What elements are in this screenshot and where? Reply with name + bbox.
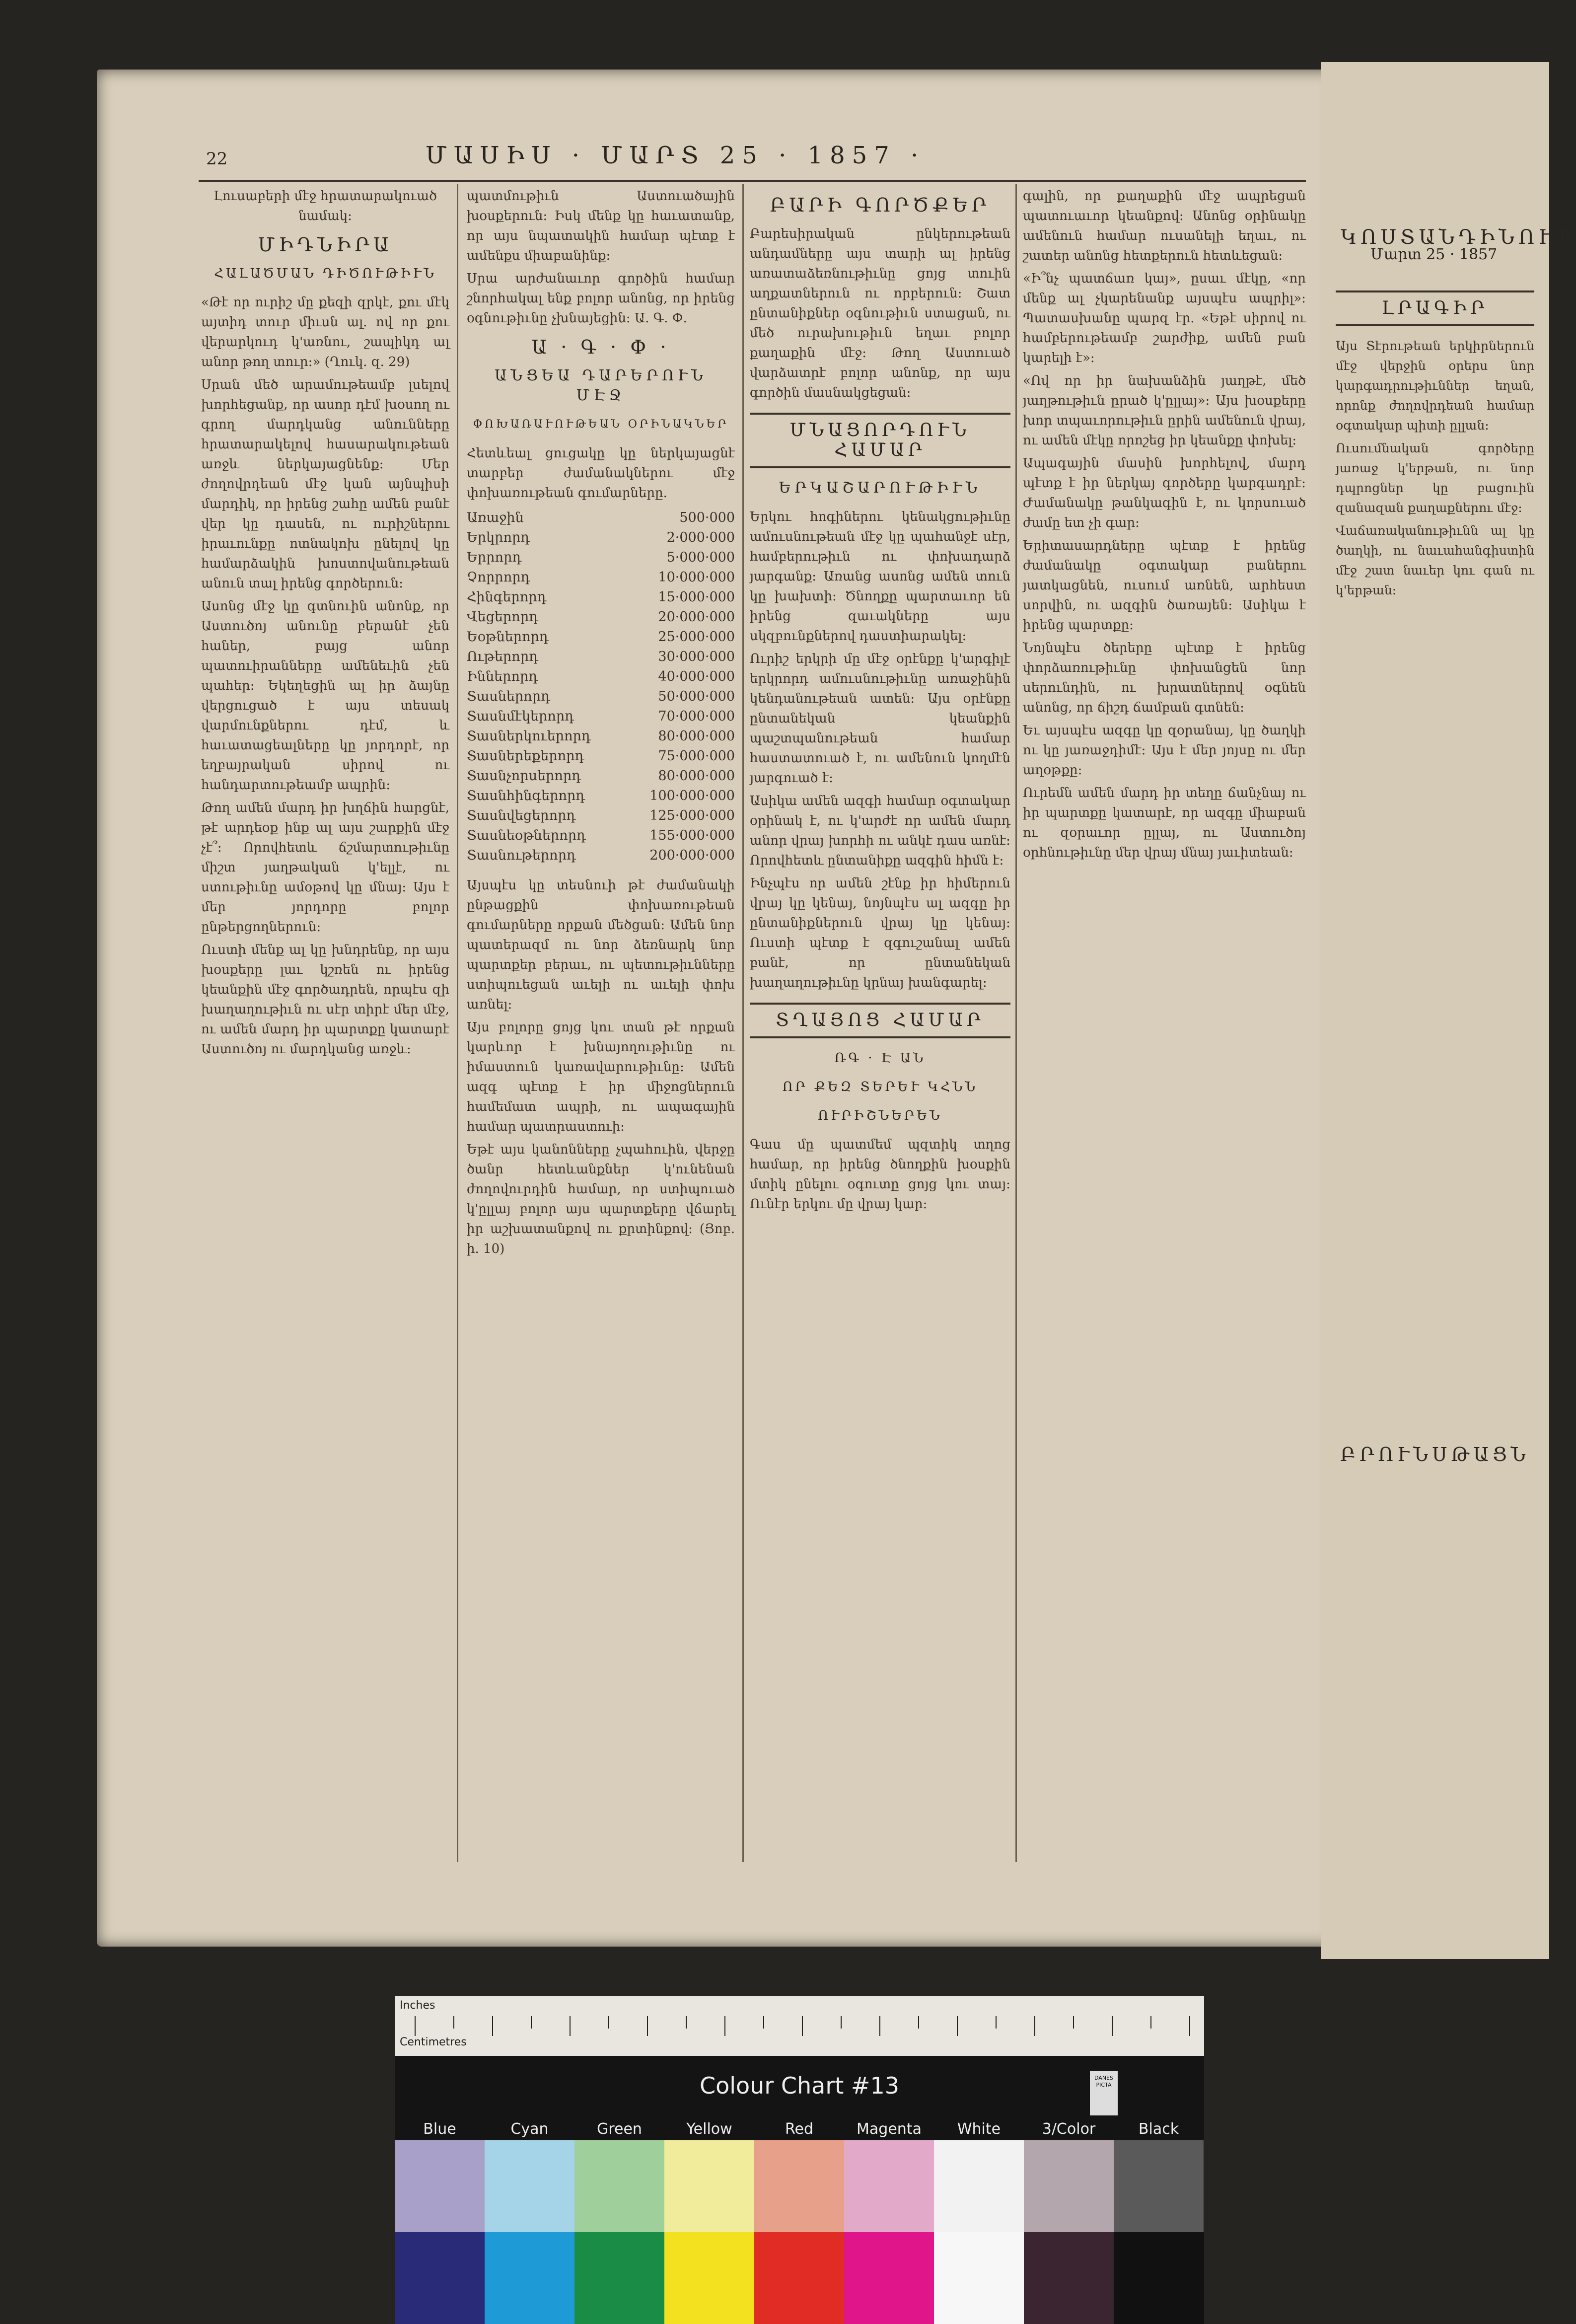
loan-table bbox=[467, 508, 735, 866]
table-row-label: Առաջին bbox=[467, 510, 524, 525]
colour-chart-title: Colour Chart #13 bbox=[700, 2072, 899, 2099]
table-row bbox=[467, 826, 735, 846]
table-row-value: 30·000·000 bbox=[658, 649, 735, 664]
table-row bbox=[467, 746, 735, 766]
ruler-tick bbox=[453, 2016, 454, 2029]
article-heading: ՄԻԴՆԻՐԱ bbox=[258, 234, 393, 256]
table-row-label: Վեցերորդ bbox=[467, 609, 538, 625]
article-heading: ԲԱՐԻ ԳՈՐԾՔԵՐ bbox=[770, 194, 991, 216]
table-row bbox=[467, 726, 735, 746]
table-row-label: Տասնութերորդ bbox=[467, 848, 576, 863]
table-row-label: Տասնմէկերորդ bbox=[467, 709, 574, 724]
table-row-value: 20·000·000 bbox=[658, 609, 735, 625]
column-4 bbox=[1023, 186, 1306, 1865]
ruler-tick bbox=[608, 2016, 609, 2029]
boxed-section-heading: ՄՆԱՑՈՐԴՈՒՆ ՀԱՄԱՐ bbox=[750, 413, 1010, 468]
table-row bbox=[467, 647, 735, 667]
table-row-label: Եօթներորդ bbox=[467, 629, 549, 645]
column-divider bbox=[1015, 184, 1017, 1862]
signature-heading: Ա · Գ · Փ · bbox=[531, 336, 670, 358]
facing-paragraph: Վաճառականութիւնն ալ կը ծաղկի, ու նաւահանգիստին մէջ շատ նաւեր կու գան ու կ'երթան։ bbox=[1336, 523, 1534, 597]
article-paragraph: Ապագային մասին խորհելով, մարդ պէտք է իր ներկայ գործերը կարգադրէ։ Ժամանակը թանկագին է, ու կորսուած ժամը ետ չի գար։ bbox=[1023, 456, 1306, 530]
table-row-label: Երկրորդ bbox=[467, 530, 530, 545]
article-paragraph: Գաս մը պատմեմ պզտիկ տղոց համար, որ իրենց ծնողքին խօսքին մտիկ ընելու օգուտը ցոյց կու տայ։ Ունէր երկու մը վրայ կար։ bbox=[750, 1137, 1010, 1212]
table-row-value: 80·000·000 bbox=[658, 728, 735, 744]
ruler-tick bbox=[686, 2016, 687, 2029]
table-intro: Հետևեալ ցուցակը կը ներկայացնէ տարբեր ժամանակներու մէջ փոխառութեան գումարները. bbox=[467, 446, 735, 501]
ruler-tick bbox=[1189, 2016, 1190, 2036]
colour-patches bbox=[395, 2140, 1204, 2324]
article-paragraph: Նոյնպէս ծերերը պէտք է իրենց փորձառութիւնը փոխանցեն նոր սերունդին, ու խրատներով օգնեն անոնց, որ ճիշդ ճամբան գտնեն։ bbox=[1023, 641, 1306, 715]
article-paragraph: Այս բոլորը ցոյց կու տան թէ որքան կարևոր է խնայողութիւնը ու իմաստուն կառավարութիւնը։ Ամեն ազգ պէտք է իր միջոցներուն համեմատ ապրի, ու ապագային համար պատրաստուի։ bbox=[467, 1020, 735, 1134]
masthead-title: ՄԱՍԻՍ · ՄԱՐՏ 25 · 1857 · bbox=[425, 142, 926, 169]
ruler-tick bbox=[1073, 2016, 1074, 2029]
table-row bbox=[467, 667, 735, 687]
ruler-tick bbox=[841, 2016, 842, 2029]
colour-patch-dark bbox=[395, 2232, 485, 2324]
table-row bbox=[467, 707, 735, 726]
facing-paragraph: Այս Տէրութեան երկիրներուն մէջ վերջին օրերս նոր կարգադրութիւններ եղան, որոնք ժողովրդեան համար օգտակար պիտի ըլլան։ bbox=[1336, 339, 1534, 433]
column-2 bbox=[467, 186, 735, 1865]
article-paragraph: Ասոնց մէջ կը գտնուին անոնք, որ Աստուծոյ անունը բերանէ չեն հաներ, բայց անոր պատուիրանները ամենեւին չեն պահեր։ Եկեղեցին ալ իր ձայնը վերցուցած է այս տեսակ վարմունքներու դէմ, և հաւատացեալները կը յորդորէ, որ եղբայրական սիրով ու հանդարտութեամբ ապրին։ bbox=[201, 599, 449, 793]
article-paragraph: պատմութիւն Աստուածային խօսքերուն։ Իսկ մենք կը հաւատանք, որ այս նպատակին համար պէտք է ամենքս միաբանինք։ bbox=[467, 189, 735, 263]
article-paragraph: Այսպէս կը տեսնուի թէ ժամանակի ընթացքին փոխառութեան գումարները որքան մեծցան։ Ամեն նոր պատերազմ ու նոր ձեռնարկ նոր պարտքեր բերաւ, ու պետութիւնները ստիպուեցան աւելի ու աւելի փոխ առնել։ bbox=[467, 878, 735, 1012]
ruler-cm-label: Centimetres bbox=[400, 2036, 467, 2048]
table-row-label: Երրորդ bbox=[467, 550, 522, 565]
article-paragraph: Ասիկա ամեն ազգի համար օգտակար օրինակ է, ու կ'արժէ որ ամեն մարդ անոր վրայ խորհի ու անկէ դաս առնէ։ Որովհետև ընտանիքը ազգին հիմն է։ bbox=[750, 794, 1010, 868]
article-paragraph: «Ի՞նչ պատճառ կայ», ըսաւ մէկը, «որ մենք ալ չկարենանք այսպէս ապրիլ»։ Պատասխանը պարզ էր. «Եթէ սիրով ու համբերութեամբ շարժիք, ամեն բան կարելի է»։ bbox=[1023, 271, 1306, 365]
article-paragraph: Բարեսիրական ընկերութեան անդամները այս տարի ալ իրենց առատաձեռնութիւնը ցոյց տուին աղքատներուն ու որբերուն։ Շատ ընտանիքներ օգնութիւն ստացան, ու մեծ ուրախութիւն եղաւ բոլոր քաղաքին մէջ։ Թող Աստուած վարձատրէ բոլոր անոնք, որ այս գործին մասնակցեցան։ bbox=[750, 226, 1010, 400]
table-row-value: 80·000·000 bbox=[658, 768, 735, 784]
section-title: ԵՐԿԱՇԱՐՈՒԹԻՒՆ bbox=[779, 479, 982, 497]
article-paragraph: Սրան մեծ արամութեամբ լսելով խորհեցանք, որ ասոր դէմ խօսող ու գրող մարդկանց անունները հրատարակելով հասարակութեան առջև ներկայացնենք։ Մեր ժողովրդեան մէջ կան այնպիսի մարդիկ, որ իրենց շահը ամեն բանէ վեր կը դասեն, ու ուրիշներու իրաւունքը ոտնակոխ ընելով կը համարձակին խոստովանութեան անուն տալ իրենց գործերուն։ bbox=[201, 377, 449, 591]
table-row-label: Հինգերորդ bbox=[467, 589, 547, 605]
table-row-value: 15·000·000 bbox=[658, 589, 735, 605]
ruler-tick bbox=[1034, 2016, 1035, 2036]
ruler-tick bbox=[415, 2016, 416, 2036]
article-paragraph: Սրա արժանաւոր գործին համար շնորհակալ ենք բոլոր անոնց, որ իրենց օգնութիւնը չխնայեցին։ Ա. Գ. Փ. bbox=[467, 271, 735, 326]
table-row-value: 125·000·000 bbox=[649, 808, 735, 823]
ruler-tick bbox=[1112, 2016, 1113, 2036]
article-paragraph: Եթէ այս կանոնները չպահուին, վերջը ծանր հետևանքներ կ'ունենան ժողովուրդին համար, որ ստիպուած կ'ըլլայ բոլոր այս պարտքերը վճարել իր աշխատանքով ու քրտինքով։ (Յոբ. ի. 10) bbox=[467, 1142, 735, 1256]
column-1 bbox=[201, 186, 449, 1865]
colour-patch-light bbox=[574, 2140, 664, 2232]
table-row bbox=[467, 528, 735, 548]
facing-page-title: ԿՈՍՏԱՆԴԻՆՈՒՊ bbox=[1341, 226, 1576, 249]
ruler-tick bbox=[1150, 2016, 1151, 2029]
colour-patch-light bbox=[664, 2140, 754, 2232]
table-row-label: Տասներկուերորդ bbox=[467, 728, 591, 744]
patch-label: Yellow bbox=[686, 2120, 732, 2138]
ruler-tick bbox=[724, 2016, 725, 2036]
colour-patch-dark bbox=[844, 2232, 934, 2324]
table-row-label: Տասնեօթներորդ bbox=[467, 828, 586, 843]
colour-patch-dark bbox=[1114, 2232, 1204, 2324]
table-row-value: 5·000·000 bbox=[666, 550, 735, 565]
facing-page bbox=[1321, 62, 1576, 1959]
ruler-inches-label: Inches bbox=[400, 1999, 435, 2012]
facing-page-date: Մարտ 25 · 1857 bbox=[1370, 246, 1498, 263]
table-row-value: 10·000·000 bbox=[658, 570, 735, 585]
colour-patch-light bbox=[934, 2140, 1024, 2232]
table-row-value: 2·000·000 bbox=[666, 530, 735, 545]
table-row-value: 100·000·000 bbox=[649, 788, 735, 803]
boxed-section-heading: ՏՂԱՅՈՑ ՀԱՄԱՐ bbox=[750, 1003, 1010, 1038]
table-row-label: Տասնչորսերորդ bbox=[467, 768, 581, 784]
article-paragraph: Երիտասարդները պէտք է իրենց ժամանակը օգտակար բաներու յատկացնեն, ուսում առնեն, արհեստ սորվին, ու ազգին ծառայեն։ Ասիկա է իրենց պարտքը։ bbox=[1023, 538, 1306, 633]
ruler-tick bbox=[763, 2016, 764, 2029]
article-paragraph: Ուստի մենք ալ կը խնդրենք, որ այս խօսքերը լաւ կշռեն ու իրենց կեանքին մէջ գործադրեն, որպէս զի խաղաղութիւն ու սէր տիրէ մեր մէջ, ու ամեն մարդ իր պարտքը կատարէ Աստուծոյ ու մարդկանց առջև։ bbox=[201, 943, 449, 1057]
patch-label: Cyan bbox=[510, 2120, 549, 2138]
story-subtitle-2: ՈՒՐԻՇՆԵՐԵՆ bbox=[818, 1108, 942, 1123]
table-row bbox=[467, 846, 735, 866]
colour-patch-dark bbox=[485, 2232, 574, 2324]
patch-label: Red bbox=[785, 2120, 813, 2138]
patch-label: Green bbox=[597, 2120, 642, 2138]
brand-logo: DANES PICTA bbox=[1090, 2071, 1118, 2115]
table-row-label: Չորրորդ bbox=[467, 570, 530, 585]
table-row-value: 155·000·000 bbox=[649, 828, 735, 843]
ruler-tick bbox=[879, 2016, 880, 2036]
table-row-label: Տասնվեցերորդ bbox=[467, 808, 576, 823]
ruler-tick bbox=[492, 2016, 493, 2036]
colour-patch-dark bbox=[754, 2232, 844, 2324]
colour-patch-dark bbox=[664, 2232, 754, 2324]
column-lead: Լուսաբերի մէջ հրատարակուած նամակ։ bbox=[214, 189, 437, 223]
table-row bbox=[467, 627, 735, 647]
patch-label: Black bbox=[1138, 2120, 1179, 2138]
section-subtitle: ՓՈԽԱՌԱՒՈՒԹԵԱՆ ՕՐԻՆԱԿՆԵՐ bbox=[473, 418, 729, 431]
ruler-tick bbox=[647, 2016, 648, 2036]
header-rule bbox=[199, 180, 1306, 182]
colour-patch-light bbox=[754, 2140, 844, 2232]
article-paragraph: Եւ այսպէս ազգը կը զօրանայ, կը ծաղկի ու կը յառաջդիմէ։ Այս է մեր յոյսը ու մեր աղօթքը։ bbox=[1023, 723, 1306, 778]
section-title: ԱՆՑԵԱ ԴԱՐԵՐՈՒՆ ՄԷՋ bbox=[495, 367, 707, 404]
ruler-tick bbox=[918, 2016, 919, 2029]
table-row bbox=[467, 786, 735, 806]
table-row-label: Ութերորդ bbox=[467, 649, 538, 664]
ruler bbox=[395, 1996, 1204, 2056]
story-subtitle: ՈՐ ՔԵԶ ՏԵՐԵՒ ԿՀՆՆ bbox=[782, 1080, 978, 1094]
article-paragraph: «Ով որ իր նախանձին յաղթէ, մեծ յաղթութիւն ըրած կ'ըլլայ»։ Այս խօսքերը խոր տպաւորութիւն ըրին ամենուն վրայ, ու ամեն մէկը որոշեց իր կեանքը փոխել։ bbox=[1023, 373, 1306, 448]
table-row bbox=[467, 766, 735, 786]
colour-patch-light bbox=[485, 2140, 574, 2232]
table-row bbox=[467, 548, 735, 568]
table-row bbox=[467, 508, 735, 528]
colour-patch-light bbox=[395, 2140, 485, 2232]
ruler-tick bbox=[802, 2016, 803, 2036]
patch-label: Magenta bbox=[857, 2120, 922, 2138]
article-paragraph: «Թէ որ ուրիշ մը քեզի զրկէ, քու մէկ այտիդ տուր միւսն ալ. ով որ քու վերարկուդ կ'առնու, շապիկդ ալ անոր թող տուր։» (Ղուկ. զ. 29) bbox=[201, 295, 449, 369]
column-divider bbox=[742, 184, 744, 1862]
table-row-label: Տասնհինգերորդ bbox=[467, 788, 585, 803]
table-row-value: 200·000·000 bbox=[649, 848, 735, 863]
table-row-value: 40·000·000 bbox=[658, 669, 735, 684]
article-subheading: ՀԱԼԱԾՄԱՆ ԴԻԾՈՒԹԻՒՆ bbox=[214, 266, 436, 281]
patch-label: 3/Color bbox=[1042, 2120, 1096, 2138]
article-paragraph: Թող ամեն մարդ իր խղճին հարցնէ, թէ արդեօք ինք ալ այս շարքին մէջ չէ՞։ Որովհետև ճշմարտութիւնը միշտ յաղթական կ'ելլէ, ու ստութիւնը ամօթով կը մնայ։ Այս է մեր յորդորը բոլոր ընթերցողներուն։ bbox=[201, 800, 449, 935]
article-paragraph: Ինչպէս որ ամեն շէնք իր հիմերուն վրայ կը կենայ, նոյնպէս ալ ազգը իր ընտանիքներուն վրայ կը կենայ։ Ուստի պէտք է զգուշանալ ամեն բանէ, որ ընտանեկան խաղաղութիւնը կրնայ խանգարել։ bbox=[750, 876, 1010, 990]
colour-patch-light bbox=[1024, 2140, 1114, 2232]
colour-patch-dark bbox=[574, 2232, 664, 2324]
table-row-value: 500·000 bbox=[679, 510, 735, 525]
page-number: 22 bbox=[206, 149, 228, 169]
table-row-value: 50·000·000 bbox=[658, 689, 735, 704]
table-row bbox=[467, 568, 735, 587]
ruler-tick bbox=[531, 2016, 532, 2029]
table-row-label: Իններորդ bbox=[467, 669, 538, 684]
patch-labels bbox=[395, 2120, 1204, 2138]
table-row bbox=[467, 687, 735, 707]
colour-chart bbox=[395, 1996, 1204, 2324]
column-divider bbox=[457, 184, 458, 1862]
table-row bbox=[467, 806, 735, 826]
facing-heading-2: ԲՐՈՒՆՍԹԱՑՆ bbox=[1340, 1444, 1530, 1465]
column-3 bbox=[750, 186, 1010, 1865]
patch-label: Blue bbox=[423, 2120, 456, 2138]
facing-paragraph: Ուսումնական գործերը յառաջ կ'երթան, ու նոր դպրոցներ կը բացուին զանազան քաղաքներու մէջ։ bbox=[1336, 441, 1534, 515]
ruler-tick bbox=[570, 2016, 571, 2036]
table-row bbox=[467, 607, 735, 627]
article-paragraph: Երկու հոգիներու կենակցութիւնը ամուսնութեան մէջ կը պահանջէ սէր, համբերութիւն ու փոխադարձ յարգանք։ Առանց ասոնց ամեն տուն կը խախտի։ Ծնողքը պարտաւոր են իրենց զաւակները այս սկզբունքներով դաստիարակել։ bbox=[750, 509, 1010, 644]
article-paragraph: գալին, որ քաղաքին մէջ ապրեցան պատուաւոր կեանքով։ Անոնց օրինակը ամենուն համար ուսանելի եղաւ, ու շատեր անոնց հետքերուն հետևեցան։ bbox=[1023, 189, 1306, 263]
table-row-label: Տասներորդ bbox=[467, 689, 550, 704]
table-row-label: Տասներեքերորդ bbox=[467, 748, 584, 764]
table-row-value: 70·000·000 bbox=[658, 709, 735, 724]
facing-heading: ԼՐԱԳԻՐ bbox=[1336, 290, 1534, 326]
article-paragraph: Ուրեմն ամեն մարդ իր տեղը ճանչնայ ու իր պարտքը կատարէ, որ ազգը միաբան ու զօրաւոր ըլլայ, ու Աստուծոյ օրհնութիւնը մեր վրայ մնայ յաւիտեան։ bbox=[1023, 786, 1306, 860]
colour-patch-light bbox=[844, 2140, 934, 2232]
colour-patch-dark bbox=[1024, 2232, 1114, 2324]
facing-page-text bbox=[1336, 281, 1534, 1944]
ruler-tick bbox=[957, 2016, 958, 2036]
patch-label: White bbox=[957, 2120, 1001, 2138]
colour-patch-dark bbox=[934, 2232, 1024, 2324]
ruler-tick bbox=[996, 2016, 997, 2029]
colour-patch-light bbox=[1114, 2140, 1204, 2232]
table-row-value: 75·000·000 bbox=[658, 748, 735, 764]
article-paragraph: Ուրիշ երկրի մը մէջ օրէնքը կ'արգիլէ երկրորդ ամուսնութիւնը առաջինին կենդանութեան ատեն։ Այս օրէնքը ընտանեկան կեանքին պաշտպանութեան համար հաստատուած է, ու ամենուն կողմէն յարգուած է։ bbox=[750, 652, 1010, 786]
table-row bbox=[467, 587, 735, 607]
story-number: ՌԳ · Է ԱՆ bbox=[834, 1051, 926, 1066]
table-row-value: 25·000·000 bbox=[658, 629, 735, 645]
